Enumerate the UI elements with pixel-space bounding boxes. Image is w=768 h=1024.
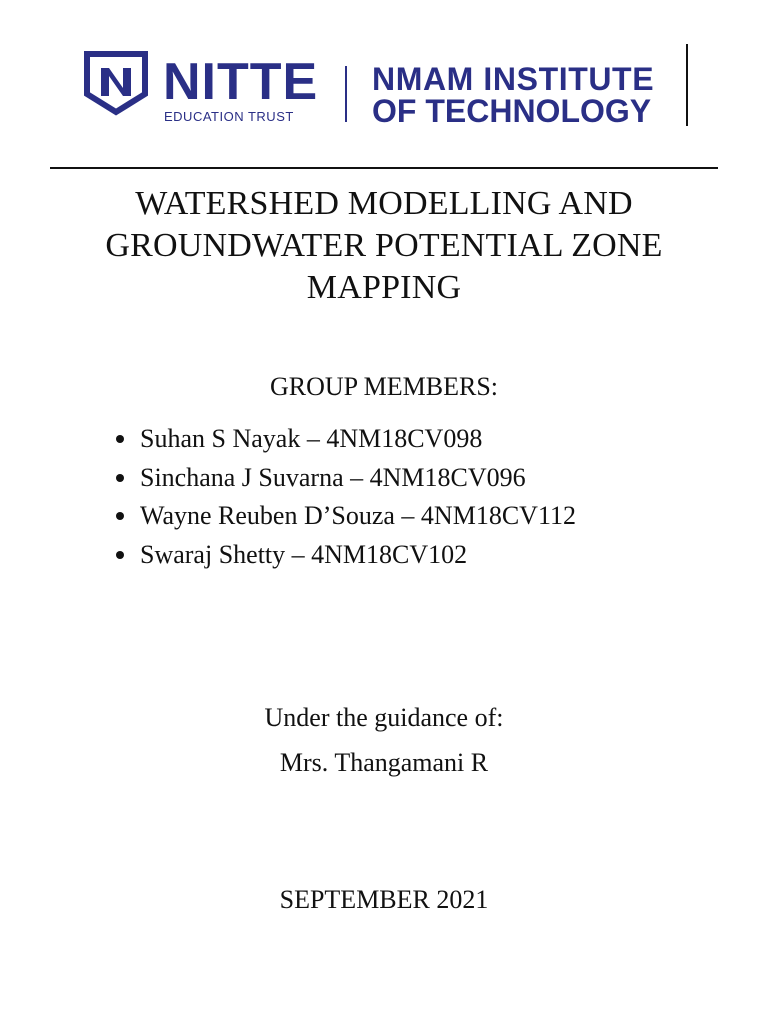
nitte-wordmark: NITTE: [163, 53, 319, 111]
member-text: Sinchana J Suvarna – 4NM18CV096: [140, 462, 526, 492]
bullet-icon: [116, 435, 124, 443]
member-text: Wayne Reuben D’Souza – 4NM18CV112: [140, 501, 576, 530]
nitte-shield-logo: [83, 50, 149, 116]
submission-date: SEPTEMBER 2021: [279, 885, 489, 914]
document-title-line: MAPPING: [306, 269, 462, 306]
guide-name: Mrs. Thangamani R: [279, 748, 489, 777]
header-edge-bar: [686, 44, 688, 126]
member-text: Swaraj Shetty – 4NM18CV102: [140, 539, 468, 569]
guidance-label: Under the guidance of:: [264, 703, 504, 732]
bullet-icon: [116, 474, 124, 482]
member-item: [112, 420, 732, 459]
document-title: [40, 183, 728, 309]
bullet-icon: [116, 551, 124, 559]
institute-name-line-2: OF TECHNOLOGY: [372, 93, 652, 129]
nitte-tagline: EDUCATION TRUST: [164, 109, 294, 124]
document-title-line: WATERSHED MODELLING AND: [135, 185, 633, 222]
group-members-list: [112, 420, 732, 574]
member-item: [112, 459, 732, 498]
institute-name-line-1: NMAM INSTITUTE: [372, 61, 655, 97]
bullet-icon: [116, 512, 124, 520]
title-divider-rule: [50, 167, 718, 169]
member-item: [112, 536, 732, 575]
logo-divider: [345, 66, 347, 122]
header-logos: [83, 44, 693, 128]
document-title-line: GROUNDWATER POTENTIAL ZONE: [105, 227, 663, 264]
member-text: Suhan S Nayak – 4NM18CV098: [140, 424, 483, 453]
member-item: [112, 497, 732, 536]
group-members-heading: GROUP MEMBERS:: [269, 372, 499, 401]
